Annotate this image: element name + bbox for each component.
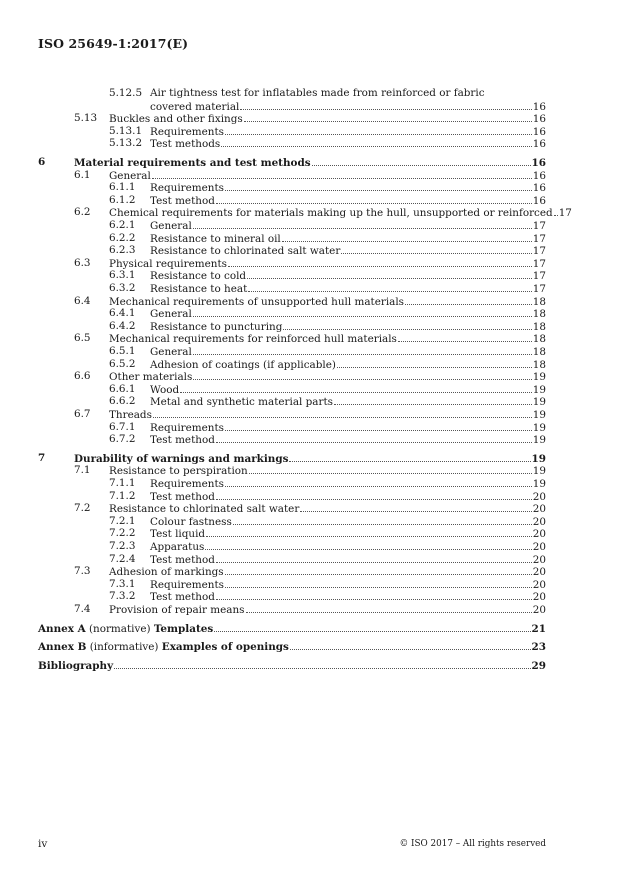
toc-entry-page: 17 bbox=[532, 283, 546, 295]
toc-entry-number: 7.2.1 bbox=[109, 514, 136, 527]
toc-entry-page: 20 bbox=[532, 566, 546, 579]
toc-entry-title: Apparatus bbox=[150, 541, 205, 553]
dot-leader bbox=[221, 137, 532, 147]
dot-leader bbox=[228, 257, 532, 267]
toc-entry-page: 16 bbox=[532, 113, 546, 126]
toc-entry-page: 16 bbox=[532, 138, 546, 151]
toc-entry-page: 16 bbox=[531, 157, 546, 169]
dot-leader bbox=[341, 244, 531, 254]
toc-entry-title: Physical requirements bbox=[109, 257, 227, 270]
dot-leader bbox=[216, 590, 532, 600]
toc-entry-number: 7 bbox=[38, 451, 46, 464]
toc-entry-title: Resistance to mineral oil bbox=[150, 232, 281, 245]
toc-entry-title: Resistance to chlorinated salt water bbox=[109, 503, 300, 516]
toc-entry-title: Resistance to chlorinated salt water bbox=[150, 245, 341, 258]
toc-entry[interactable] bbox=[0, 112, 620, 125]
toc-entry[interactable] bbox=[0, 320, 620, 333]
toc-entry-number: 6.4.1 bbox=[109, 307, 136, 320]
toc-entry[interactable] bbox=[0, 206, 620, 219]
toc-entry-number: 7.3.2 bbox=[109, 590, 136, 603]
toc-entry[interactable] bbox=[0, 527, 620, 540]
toc-entry[interactable] bbox=[0, 269, 620, 282]
dot-leader bbox=[289, 452, 530, 462]
toc-entry-title: Test method bbox=[150, 194, 215, 207]
toc-entry-page: 23 bbox=[531, 641, 546, 654]
toc-entry[interactable] bbox=[0, 553, 620, 566]
dot-leader bbox=[405, 295, 532, 305]
toc-entry-title: Test liquid bbox=[150, 528, 206, 541]
toc-entry-number: 6.1.1 bbox=[109, 181, 136, 194]
dot-leader bbox=[246, 603, 532, 613]
toc-entry-number: 5.13 bbox=[74, 112, 98, 125]
toc-entry-number: 6.5.2 bbox=[109, 357, 136, 370]
toc-entry[interactable] bbox=[0, 282, 620, 295]
toc-entry-number: 6.1 bbox=[74, 168, 91, 181]
toc-entry[interactable] bbox=[0, 181, 620, 194]
dot-leader bbox=[152, 169, 532, 179]
toc-entry-number: 6.2 bbox=[74, 206, 91, 219]
annex-title: Examples of openings bbox=[161, 641, 289, 654]
toc-entry-page: 29 bbox=[531, 659, 546, 672]
toc-entry[interactable] bbox=[0, 219, 620, 232]
toc-entry-page: 20 bbox=[532, 604, 546, 616]
toc-entry-title: Mechanical requirements of unsupported hull materials bbox=[109, 295, 405, 308]
toc-entry-number: 7.3 bbox=[74, 565, 91, 578]
toc-entry-page: 20 bbox=[532, 578, 546, 591]
toc-entry[interactable] bbox=[0, 358, 620, 371]
toc-entry[interactable] bbox=[0, 345, 620, 358]
toc-entry-page: 18 bbox=[532, 308, 546, 321]
annex-kind: (informative) bbox=[89, 641, 159, 654]
toc-entry-page: 20 bbox=[532, 503, 546, 516]
dot-leader bbox=[225, 125, 532, 135]
toc-entry-title: Test method bbox=[150, 591, 215, 604]
toc-entry-number: 6.7.2 bbox=[109, 433, 136, 446]
toc-entry-number: 6.3.2 bbox=[109, 282, 136, 294]
toc-entry-title: Mechanical requirements for reinforced hull materials bbox=[109, 333, 397, 346]
toc-entry[interactable] bbox=[0, 515, 620, 528]
dot-leader bbox=[153, 408, 532, 418]
toc-entry[interactable] bbox=[0, 307, 620, 320]
toc-entry-number: 6.1.2 bbox=[109, 193, 136, 206]
toc-entry-page: 18 bbox=[532, 346, 546, 358]
page-number: iv bbox=[38, 838, 48, 850]
dot-leader bbox=[249, 464, 532, 474]
toc-entry-number: 6.6 bbox=[74, 370, 91, 383]
toc-entry-title: General bbox=[150, 346, 192, 358]
toc-entry-page: 19 bbox=[532, 478, 546, 490]
dot-leader bbox=[193, 219, 532, 229]
toc-entry-page: 20 bbox=[532, 553, 546, 566]
toc-entry[interactable] bbox=[0, 590, 620, 603]
toc-entry-number: 6.5 bbox=[74, 332, 91, 345]
dot-leader bbox=[282, 232, 532, 242]
annex-title: Templates bbox=[153, 622, 214, 635]
toc-entry-title: Resistance to puncturing bbox=[150, 320, 283, 333]
dot-leader bbox=[193, 307, 532, 317]
toc-entry[interactable] bbox=[0, 169, 620, 182]
toc-entry-title: Durability of warnings and markings bbox=[74, 452, 289, 465]
toc-entry-title: Test method bbox=[150, 553, 215, 566]
toc-entry-title: General bbox=[150, 308, 192, 321]
dot-leader bbox=[216, 490, 532, 500]
toc-annex-entry[interactable] bbox=[0, 640, 620, 653]
toc-entry[interactable] bbox=[0, 125, 620, 138]
toc-entry-page: 20 bbox=[532, 591, 546, 604]
toc-entry-page: 18 bbox=[532, 333, 546, 346]
toc-entry[interactable] bbox=[0, 383, 620, 396]
toc-entry-title: Test method bbox=[150, 434, 215, 447]
toc-entry-page: 17 bbox=[532, 220, 546, 232]
toc-entry-title: Adhesion of coatings (if applicable) bbox=[150, 358, 336, 371]
toc-entry-page: 17 bbox=[532, 245, 546, 258]
toc-entry-page: 19 bbox=[531, 452, 546, 465]
toc-entry-page: 18 bbox=[532, 358, 546, 371]
dot-leader bbox=[180, 383, 532, 393]
toc-entry-number: 7.4 bbox=[74, 603, 91, 615]
toc-entry-title: Buckles and other fixings bbox=[109, 113, 243, 126]
toc-entry[interactable] bbox=[0, 477, 620, 490]
toc-entry[interactable] bbox=[0, 502, 620, 515]
dot-leader bbox=[216, 553, 532, 563]
dot-leader bbox=[283, 320, 531, 330]
dot-leader bbox=[240, 100, 531, 110]
toc-entry[interactable] bbox=[0, 87, 620, 100]
toc-entry-title: Requirements bbox=[150, 421, 224, 434]
toc-entry-title: Requirements bbox=[150, 478, 224, 490]
toc-entry-page: 18 bbox=[532, 320, 546, 333]
toc-entry-number: 7.2.4 bbox=[109, 552, 136, 565]
toc-entry-title: Requirements bbox=[150, 182, 224, 195]
toc-entry-title: covered material bbox=[150, 100, 240, 113]
document-id: ISO 25649-1:2017(E) bbox=[38, 36, 189, 51]
toc-entry-number: 6.7 bbox=[74, 408, 91, 420]
toc-entry[interactable] bbox=[0, 137, 620, 150]
dot-leader bbox=[206, 527, 532, 537]
toc-entry-title: Adhesion of markings bbox=[109, 566, 224, 579]
toc-entry-number: 6.7.1 bbox=[109, 420, 136, 433]
dot-leader bbox=[193, 345, 532, 355]
toc-entry-title: Colour fastness bbox=[150, 515, 232, 528]
toc-entry-number: 6.2.3 bbox=[109, 244, 136, 257]
toc-entry-title: Other materials bbox=[109, 371, 193, 384]
toc-entry-number: 7.2.3 bbox=[109, 540, 136, 552]
dot-leader bbox=[225, 578, 532, 588]
toc-entry[interactable] bbox=[0, 232, 620, 245]
toc-entry-page: 16 bbox=[532, 182, 546, 195]
toc-entry-page: 21 bbox=[531, 622, 546, 635]
toc-entry-page: 16 bbox=[532, 194, 546, 207]
dot-leader bbox=[216, 194, 532, 204]
dot-leader bbox=[193, 370, 531, 380]
toc-entry[interactable] bbox=[0, 257, 620, 270]
toc-entry-page: 18 bbox=[532, 295, 546, 308]
dot-leader bbox=[225, 565, 532, 575]
toc-entry-title: Threads bbox=[109, 409, 152, 421]
toc-entry-number: 6.5.1 bbox=[109, 345, 136, 357]
dot-leader bbox=[248, 282, 532, 292]
toc-entry[interactable] bbox=[0, 100, 620, 113]
toc-entry-page: 20 bbox=[532, 541, 546, 553]
annex-label: Annex A bbox=[38, 622, 86, 635]
dot-leader bbox=[225, 477, 532, 487]
toc-entry-number: 6.4 bbox=[74, 294, 91, 307]
toc-entry-page: 17 bbox=[558, 207, 572, 220]
dot-leader bbox=[233, 515, 532, 525]
toc-entry-title: Resistance to cold bbox=[150, 270, 247, 283]
toc-entry-page: 16 bbox=[532, 169, 546, 182]
toc-entry-number: 7.2.2 bbox=[109, 527, 136, 540]
dot-leader bbox=[290, 640, 531, 650]
toc-entry-title: Requirements bbox=[150, 578, 224, 591]
toc-entry[interactable] bbox=[0, 395, 620, 408]
toc-entry-page: 20 bbox=[532, 528, 546, 541]
toc-entry[interactable] bbox=[0, 433, 620, 446]
dot-leader bbox=[334, 395, 532, 405]
toc-entry-title: Wood bbox=[150, 383, 180, 396]
toc-entry-title: Chemical requirements for materials making up the hull, unsupported or reinforced bbox=[109, 207, 553, 220]
toc-entry-page: 19 bbox=[532, 396, 546, 409]
toc-entry-number: 5.12.5 bbox=[109, 87, 143, 99]
toc-entry-title: Provision of repair means bbox=[109, 604, 245, 616]
toc-entry-title: Test method bbox=[150, 490, 215, 503]
toc-entry-page: 17 bbox=[532, 270, 546, 283]
dot-leader bbox=[337, 358, 532, 368]
toc-entry[interactable] bbox=[0, 578, 620, 591]
toc-entry-number: 6.3 bbox=[74, 256, 91, 269]
toc-annex-entry[interactable] bbox=[0, 622, 620, 635]
toc-entry-title: General bbox=[150, 220, 192, 232]
toc-entry-page: 19 bbox=[532, 383, 546, 396]
toc-entry-number: 7.2 bbox=[74, 502, 91, 515]
toc-entry-page: 17 bbox=[532, 232, 546, 245]
toc-entry-number: 7.1 bbox=[74, 464, 91, 477]
toc-entry[interactable] bbox=[0, 408, 620, 421]
toc-entry-page: 16 bbox=[532, 125, 546, 138]
toc-entry[interactable] bbox=[0, 332, 620, 345]
dot-leader bbox=[300, 502, 531, 512]
toc-entry-number: 7.1.1 bbox=[109, 477, 136, 489]
toc-entry[interactable] bbox=[0, 464, 620, 477]
dot-leader bbox=[205, 540, 531, 550]
toc-entry[interactable] bbox=[0, 540, 620, 553]
dot-leader bbox=[214, 622, 530, 632]
toc-entry[interactable] bbox=[0, 295, 620, 308]
toc-entry-title: Metal and synthetic material parts bbox=[150, 396, 333, 409]
toc-entry-number: 6.4.2 bbox=[109, 319, 136, 332]
dot-leader bbox=[247, 269, 532, 279]
dot-leader bbox=[225, 181, 532, 191]
toc-entry[interactable] bbox=[0, 370, 620, 383]
toc-entry-title: Resistance to heat bbox=[150, 283, 248, 295]
toc-entry-page: 19 bbox=[532, 371, 546, 384]
annex-label: Bibliography bbox=[38, 659, 114, 672]
toc-entry-page: 20 bbox=[532, 490, 546, 503]
copyright-notice: © ISO 2017 – All rights reserved bbox=[399, 839, 546, 849]
toc-entry-number: 6.3.1 bbox=[109, 269, 136, 282]
toc-annex-entry[interactable] bbox=[0, 659, 620, 672]
toc-entry-page: 19 bbox=[532, 465, 546, 478]
toc-entry-page: 19 bbox=[532, 434, 546, 447]
toc-entry-page: 16 bbox=[532, 100, 546, 113]
dot-leader bbox=[114, 659, 530, 669]
toc-entry[interactable] bbox=[0, 565, 620, 578]
toc-entry-title: Resistance to perspiration bbox=[109, 465, 248, 478]
toc-entry-number: 6.2.1 bbox=[109, 219, 136, 231]
toc-entry-page: 19 bbox=[532, 409, 546, 421]
toc-entry-number: 6.6.2 bbox=[109, 395, 136, 408]
toc-entry[interactable] bbox=[0, 490, 620, 503]
annex-label: Annex B bbox=[38, 641, 87, 654]
toc-entry[interactable] bbox=[0, 421, 620, 434]
toc-entry-title: Requirements bbox=[150, 125, 224, 138]
toc-entry-title: Air tightness test for inflatables made from reinforced or fabric bbox=[150, 87, 485, 99]
toc-entry[interactable] bbox=[0, 194, 620, 207]
toc-entry-number: 6.2.2 bbox=[109, 231, 136, 244]
toc-entry-title: General bbox=[109, 169, 151, 182]
annex-kind: (normative) bbox=[88, 622, 151, 635]
toc-entry-number: 5.13.2 bbox=[109, 137, 143, 150]
dot-leader bbox=[244, 112, 532, 122]
dot-leader bbox=[554, 206, 558, 216]
toc-entry[interactable] bbox=[0, 603, 620, 616]
toc-entry-title: Material requirements and test methods bbox=[74, 157, 311, 169]
dot-leader bbox=[312, 156, 531, 166]
toc-entry-number: 6 bbox=[38, 156, 46, 168]
toc-entry-title: Test methods bbox=[150, 138, 221, 151]
toc-entry[interactable] bbox=[0, 244, 620, 257]
toc-entry-number: 7.3.1 bbox=[109, 577, 136, 590]
toc-entry[interactable] bbox=[0, 156, 620, 169]
toc-entry-number: 7.1.2 bbox=[109, 489, 136, 502]
toc-entry-page: 20 bbox=[532, 515, 546, 528]
dot-leader bbox=[398, 332, 532, 342]
toc-entry-number: 6.6.1 bbox=[109, 382, 136, 395]
toc-entry[interactable] bbox=[0, 452, 620, 465]
dot-leader bbox=[216, 433, 532, 443]
toc-entry-page: 19 bbox=[532, 421, 546, 434]
toc-entry-number: 5.13.1 bbox=[109, 124, 143, 137]
dot-leader bbox=[225, 421, 532, 431]
toc-entry-page: 17 bbox=[532, 257, 546, 270]
